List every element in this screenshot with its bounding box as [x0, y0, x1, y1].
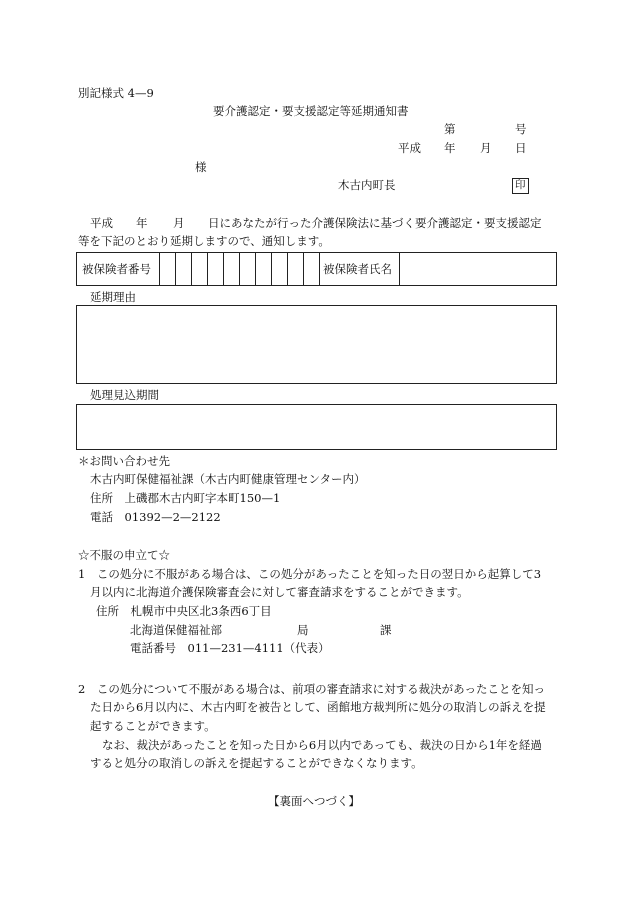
intro-era: 平成 [90, 216, 113, 230]
intro-line1: 日にあなたが行った介護保険法に基づく要介護認定・要支援認定 [208, 216, 542, 230]
date-day: 日 [515, 141, 527, 155]
seal-text: 印 [512, 178, 529, 194]
objection-item2-line5: すると処分の取消しの訴えを提起することができなくなります。 [90, 756, 423, 770]
table-divider [399, 253, 400, 285]
digit-divider [271, 253, 272, 285]
objection-item2-line4: なお、裁決があったことを知った日から6月以内であっても、裁決の日から1年を経過 [102, 738, 542, 752]
insured-name-label: 被保険者氏名 [323, 262, 392, 276]
number-prefix: 第 [444, 122, 456, 136]
insured-info-table [76, 252, 557, 286]
intro-line2: 等を下記のとおり延期しますので、通知します。 [78, 234, 330, 248]
date-month: 月 [480, 141, 492, 155]
contact-address: 住所 上磯郡木古内町字本町150—1 [90, 491, 281, 505]
objection-item2-line3: 起することができます。 [90, 719, 216, 733]
table-divider [319, 253, 320, 285]
objection-item2-line2: た日から6月以内に、木古内町を被告として、函館地方裁判所に処分の取消しの訴えを提 [90, 700, 546, 714]
objection-item2-line1: 2 この処分について不服がある場合は、前項の審査請求に対する裁決があったことを知っ [78, 682, 545, 696]
date-era: 平成 [398, 141, 421, 155]
objection-item1-line1: 1 この処分に不服がある場合は、この処分があったことを知った日の翌日から起算して3 [78, 567, 542, 581]
number-suffix: 号 [515, 122, 527, 136]
insured-number-label: 被保険者番号 [82, 262, 151, 276]
processing-box [76, 404, 557, 450]
digit-divider [191, 253, 192, 285]
digit-divider [223, 253, 224, 285]
continue-note: 【裏面へつづく】 [268, 794, 360, 808]
objection-item1-line2: 月以内に北海道介護保険審査会に対して審査請求をすることができます。 [90, 585, 469, 599]
contact-heading: ＊お問い合わせ先 [78, 454, 170, 468]
digit-divider [207, 253, 208, 285]
intro-month: 月 [173, 216, 185, 230]
table-divider [159, 253, 160, 285]
date-year: 年 [444, 141, 456, 155]
form-number: 別記様式 4—9 [78, 86, 154, 100]
reason-label: 延期理由 [90, 290, 136, 304]
intro-year: 年 [136, 216, 148, 230]
addressee-suffix: 様 [195, 160, 207, 174]
sender-name: 木古内町長 [338, 178, 396, 192]
digit-divider [303, 253, 304, 285]
objection-item1-dept: 北海道保健福祉部 [130, 623, 222, 637]
objection-item1-phone: 電話番号 011—231—4111（代表） [130, 641, 330, 655]
objection-heading: ☆不服の申立て☆ [78, 548, 170, 562]
digit-divider [239, 253, 240, 285]
contact-office: 木古内町保健福祉課（木古内町健康管理センター内） [90, 472, 366, 486]
objection-item1-bureau: 局 [297, 623, 309, 637]
reason-box [76, 305, 557, 384]
digit-divider [175, 253, 176, 285]
contact-phone: 電話 01392—2—2122 [90, 510, 221, 524]
objection-item1-address: 住所 札幌市中央区北3条西6丁目 [96, 604, 272, 618]
seal-mark [512, 178, 529, 194]
objection-item1-section: 課 [380, 623, 392, 637]
digit-divider [255, 253, 256, 285]
processing-label: 処理見込期間 [90, 388, 159, 402]
digit-divider [287, 253, 288, 285]
document-title: 要介護認定・要支援認定等延期通知書 [213, 104, 409, 118]
